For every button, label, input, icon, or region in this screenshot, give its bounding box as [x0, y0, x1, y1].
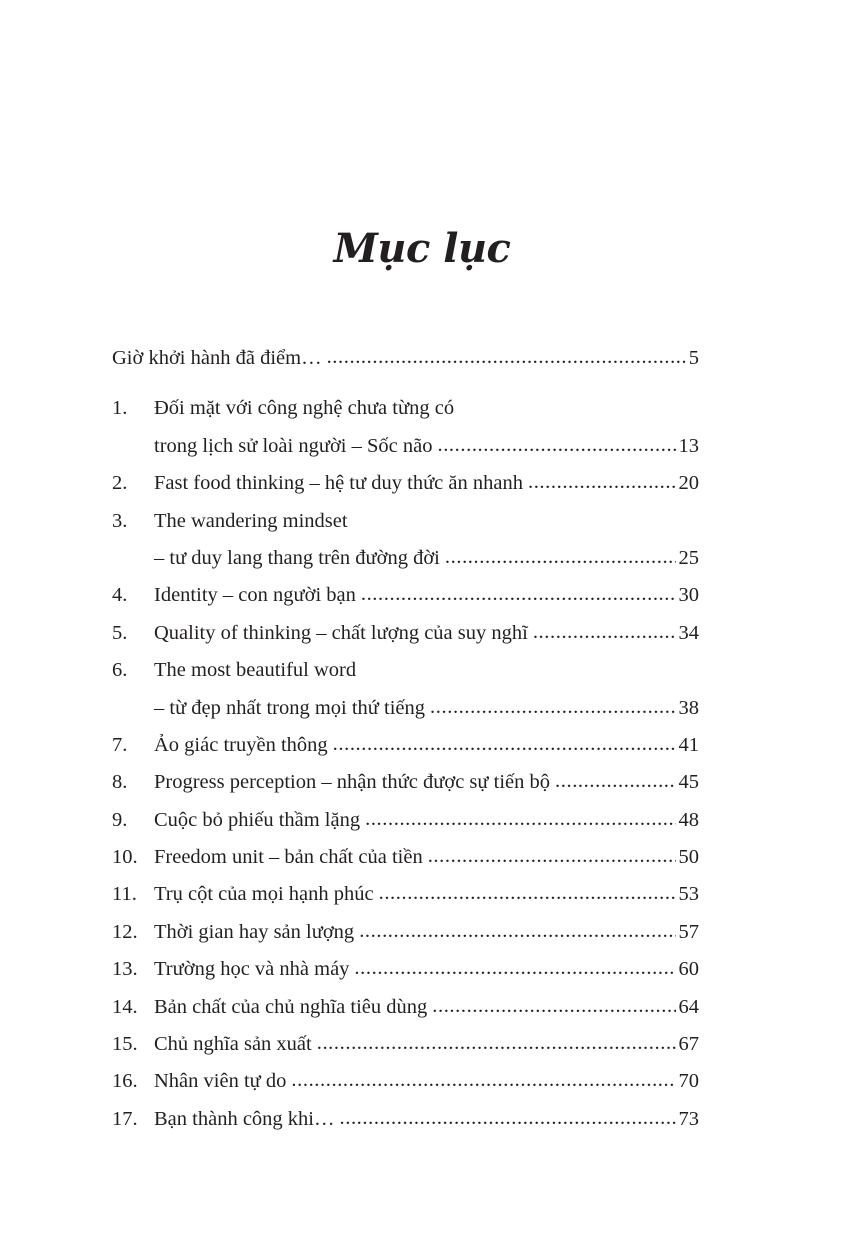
dot-leader	[430, 689, 675, 726]
dot-leader	[354, 950, 675, 987]
toc-entry-text: The most beautiful word	[154, 659, 357, 682]
toc-entry-number: 7.	[112, 733, 128, 756]
toc-entry-number: 5.	[112, 621, 128, 644]
dot-leader	[365, 801, 675, 838]
toc-entry-6-continued[interactable]	[112, 690, 699, 727]
toc-entry-7[interactable]	[112, 727, 699, 764]
toc-entry-5[interactable]	[112, 615, 699, 652]
toc-entry-11[interactable]	[112, 876, 699, 913]
toc-entry-number: 17.	[112, 1107, 138, 1130]
dot-leader	[333, 726, 676, 763]
toc-entry-text: Thời gian hay sản lượng	[154, 920, 355, 943]
toc-entry-4[interactable]	[112, 577, 699, 614]
toc-entry-number: 10.	[112, 846, 138, 869]
toc-entry-number: 3.	[112, 509, 128, 532]
toc-entry-text: Nhân viên tự do	[154, 1070, 287, 1093]
dot-leader	[428, 838, 676, 875]
dot-leader	[445, 539, 676, 576]
toc-page-number: 70	[678, 1070, 699, 1093]
toc-entry-16[interactable]	[112, 1063, 699, 1100]
dot-leader	[359, 913, 675, 950]
toc-entry-number: 4.	[112, 584, 128, 607]
page-title: Mục lục	[333, 224, 511, 272]
toc-entry-number: 9.	[112, 808, 128, 831]
toc-page-number: 67	[678, 1033, 699, 1056]
toc-page-number: 64	[678, 995, 699, 1018]
dot-leader	[528, 464, 676, 501]
dot-leader	[291, 1062, 675, 1099]
toc-entry-text: Ảo giác truyền thông	[154, 733, 328, 756]
toc-page-number: 20	[678, 472, 699, 495]
dot-leader	[327, 339, 686, 376]
toc-page-number: 50	[678, 846, 699, 869]
toc-entry-10[interactable]	[112, 839, 699, 876]
toc-page-number: 38	[678, 696, 699, 719]
dot-leader	[555, 763, 675, 800]
toc-entry-number: 16.	[112, 1070, 138, 1093]
toc-page-number: 57	[678, 920, 699, 943]
toc-entry-text: Chủ nghĩa sản xuất	[154, 1033, 312, 1056]
toc-entry-2[interactable]	[112, 465, 699, 502]
toc-entry-3-continued[interactable]	[112, 540, 699, 577]
toc-entry-number: 8.	[112, 771, 128, 794]
dot-leader	[379, 875, 676, 912]
table-of-contents	[112, 340, 699, 1138]
toc-entry-1-continued[interactable]	[112, 428, 699, 465]
dot-leader	[533, 614, 676, 651]
toc-entry-text: trong lịch sử loài người – Sốc não	[154, 434, 433, 457]
toc-page-number: 60	[678, 958, 699, 981]
toc-entry-8[interactable]	[112, 764, 699, 801]
toc-entry-12[interactable]	[112, 914, 699, 951]
toc-entry-text: Quality of thinking – chất lượng của suy nghĩ	[154, 621, 528, 644]
toc-entry-13[interactable]	[112, 951, 699, 988]
toc-page-number: 13	[678, 434, 699, 457]
toc-entry-number: 2.	[112, 472, 128, 495]
toc-page-number: 5	[688, 347, 699, 369]
toc-entry-6[interactable]	[112, 652, 699, 689]
toc-entry-text: Đối mặt với công nghệ chưa từng có	[154, 397, 455, 420]
toc-page-number: 30	[678, 584, 699, 607]
toc-entry-number: 1.	[112, 397, 128, 420]
toc-entry-text: Trụ cột của mọi hạnh phúc	[154, 883, 374, 906]
toc-entry-number: 13.	[112, 958, 138, 981]
toc-entry-number: 11.	[112, 883, 137, 906]
toc-page-number: 48	[678, 808, 699, 831]
toc-entry-number: 14.	[112, 995, 138, 1018]
dot-leader	[361, 576, 676, 613]
toc-page-number: 41	[678, 733, 699, 756]
dot-leader	[432, 988, 675, 1025]
toc-page-number: 73	[678, 1107, 699, 1130]
toc-intro-entry[interactable]	[112, 340, 699, 377]
toc-entry-3[interactable]	[112, 503, 699, 540]
toc-entry-number: 15.	[112, 1033, 138, 1056]
toc-entry-text: – từ đẹp nhất trong mọi thứ tiếng	[154, 696, 426, 719]
toc-entry-15[interactable]	[112, 1026, 699, 1063]
toc-entry-9[interactable]	[112, 802, 699, 839]
toc-entry-text: Giờ khởi hành đã điểm…	[112, 347, 322, 369]
toc-entry-text: Freedom unit – bản chất của tiền	[154, 846, 423, 869]
toc-page-number: 25	[678, 546, 699, 569]
toc-page-number: 34	[678, 621, 699, 644]
toc-entry-number: 12.	[112, 920, 138, 943]
dot-leader	[317, 1025, 676, 1062]
toc-entry-text: – tư duy lang thang trên đường đời	[154, 546, 440, 569]
toc-entry-17[interactable]	[112, 1101, 699, 1138]
toc-entry-text: Bạn thành công khi…	[154, 1107, 335, 1130]
toc-entry-text: The wandering mindset	[154, 509, 348, 532]
dot-leader	[437, 427, 675, 464]
toc-entry-text: Trường học và nhà máy	[154, 958, 350, 981]
dot-leader	[340, 1100, 676, 1137]
toc-page-number: 53	[678, 883, 699, 906]
toc-entry-14[interactable]	[112, 989, 699, 1026]
toc-entry-text: Cuộc bỏ phiếu thầm lặng	[154, 808, 361, 831]
toc-entry-text: Fast food thinking – hệ tư duy thức ăn nhanh	[154, 472, 523, 495]
toc-page-number: 45	[678, 771, 699, 794]
toc-entry-text: Bản chất của chủ nghĩa tiêu dùng	[154, 995, 428, 1018]
toc-entry-text: Identity – con người bạn	[154, 584, 356, 607]
toc-entry-number: 6.	[112, 659, 128, 682]
toc-entry-1[interactable]	[112, 390, 699, 427]
toc-entry-text: Progress perception – nhận thức được sự tiến bộ	[154, 771, 551, 794]
